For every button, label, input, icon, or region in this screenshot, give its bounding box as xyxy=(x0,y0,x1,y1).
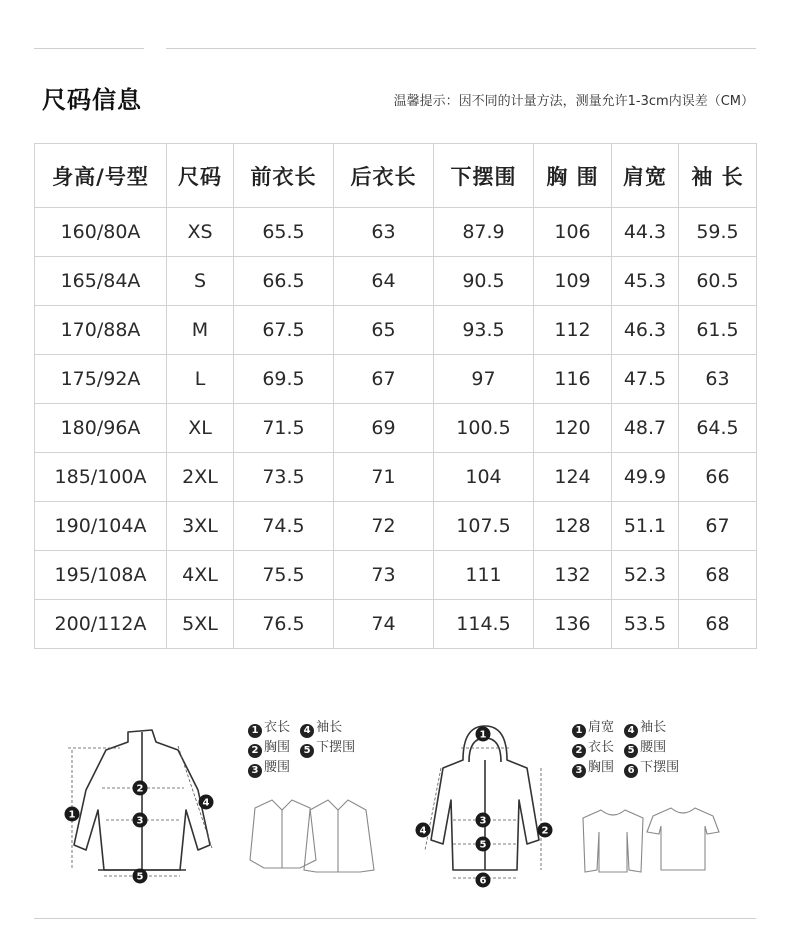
cell-sleeve: 64.5 xyxy=(679,404,757,453)
cell-shoulder: 48.7 xyxy=(612,404,679,453)
legend-item: 1 肩宽 xyxy=(572,718,614,738)
marker-label: 4 xyxy=(419,825,427,837)
cell-back-length: 67 xyxy=(334,355,434,404)
cell-back-length: 69 xyxy=(334,404,434,453)
cell-chest: 120 xyxy=(534,404,612,453)
cell-front-length: 74.5 xyxy=(234,502,334,551)
cell-hem: 107.5 xyxy=(434,502,534,551)
cell-size: 4XL xyxy=(167,551,234,600)
cell-shoulder: 49.9 xyxy=(612,453,679,502)
table-row xyxy=(35,551,757,600)
hoodie-measurement-diagram xyxy=(405,720,735,890)
cell-height-type: 165/84A xyxy=(35,257,167,306)
cell-hem: 114.5 xyxy=(434,600,534,649)
cell-front-length: 67.5 xyxy=(234,306,334,355)
cell-sleeve: 63 xyxy=(679,355,757,404)
cell-size: 5XL xyxy=(167,600,234,649)
cell-front-length: 69.5 xyxy=(234,355,334,404)
cell-height-type: 180/96A xyxy=(35,404,167,453)
cell-size: XL xyxy=(167,404,234,453)
header-shoulder: 肩宽 xyxy=(612,144,679,208)
cell-shoulder: 46.3 xyxy=(612,306,679,355)
size-table xyxy=(34,143,757,649)
cell-size: M xyxy=(167,306,234,355)
cell-height-type: 170/88A xyxy=(35,306,167,355)
top-divider-left xyxy=(34,48,144,49)
cell-height-type: 160/80A xyxy=(35,208,167,257)
jacket-legend xyxy=(248,718,361,778)
cell-back-length: 65 xyxy=(334,306,434,355)
legend-item: 5 下摆围 xyxy=(300,738,355,758)
cell-chest: 109 xyxy=(534,257,612,306)
cell-height-type: 190/104A xyxy=(35,502,167,551)
cell-hem: 97 xyxy=(434,355,534,404)
cell-shoulder: 44.3 xyxy=(612,208,679,257)
cell-chest: 116 xyxy=(534,355,612,404)
header-back-length: 后衣长 xyxy=(334,144,434,208)
cell-shoulder: 45.3 xyxy=(612,257,679,306)
cell-shoulder: 53.5 xyxy=(612,600,679,649)
table-header-row xyxy=(35,144,757,208)
cell-back-length: 64 xyxy=(334,257,434,306)
header-hem: 下摆围 xyxy=(434,144,534,208)
cell-sleeve: 61.5 xyxy=(679,306,757,355)
marker-label: 1 xyxy=(479,729,487,741)
marker-label: 6 xyxy=(479,875,487,887)
cell-chest: 132 xyxy=(534,551,612,600)
cell-hem: 111 xyxy=(434,551,534,600)
marker-label: 1 xyxy=(68,809,76,821)
cell-hem: 100.5 xyxy=(434,404,534,453)
legend-item: 4 袖长 xyxy=(300,718,342,738)
table-row xyxy=(35,257,757,306)
suit-jacket-icon xyxy=(250,800,316,868)
cell-chest: 128 xyxy=(534,502,612,551)
cell-back-length: 74 xyxy=(334,600,434,649)
hoodie-legend xyxy=(572,718,685,778)
jacket-outline xyxy=(74,730,210,870)
cell-chest: 124 xyxy=(534,453,612,502)
page-title: 尺码信息 xyxy=(42,86,142,114)
short-sleeve-tee-icon xyxy=(647,808,719,870)
long-sleeve-tee-icon xyxy=(583,810,643,872)
top-divider-right xyxy=(166,48,756,49)
cell-back-length: 71 xyxy=(334,453,434,502)
cell-size: XS xyxy=(167,208,234,257)
cell-height-type: 175/92A xyxy=(35,355,167,404)
cell-chest: 106 xyxy=(534,208,612,257)
cell-front-length: 76.5 xyxy=(234,600,334,649)
cell-shoulder: 47.5 xyxy=(612,355,679,404)
cell-hem: 90.5 xyxy=(434,257,534,306)
cell-back-length: 72 xyxy=(334,502,434,551)
cell-size: 3XL xyxy=(167,502,234,551)
cell-shoulder: 52.3 xyxy=(612,551,679,600)
cell-chest: 112 xyxy=(534,306,612,355)
header-front-length: 前衣长 xyxy=(234,144,334,208)
bottom-divider xyxy=(34,918,756,919)
cell-hem: 93.5 xyxy=(434,306,534,355)
cell-size: S xyxy=(167,257,234,306)
cell-sleeve: 68 xyxy=(679,551,757,600)
marker-label: 2 xyxy=(136,783,144,795)
cell-height-type: 185/100A xyxy=(35,453,167,502)
cell-front-length: 73.5 xyxy=(234,453,334,502)
cell-height-type: 200/112A xyxy=(35,600,167,649)
table-row xyxy=(35,404,757,453)
cell-size: 2XL xyxy=(167,453,234,502)
measurement-tip: 温馨提示：因不同的计量方法，测量允许1-3cm内误差（CM） xyxy=(393,94,754,109)
cell-sleeve: 66 xyxy=(679,453,757,502)
marker-label: 3 xyxy=(136,815,144,827)
cell-sleeve: 68 xyxy=(679,600,757,649)
cell-front-length: 66.5 xyxy=(234,257,334,306)
table-row xyxy=(35,600,757,649)
cell-sleeve: 59.5 xyxy=(679,208,757,257)
cell-hem: 87.9 xyxy=(434,208,534,257)
header-chest: 胸 围 xyxy=(534,144,612,208)
legend-item: 1 衣长 xyxy=(248,718,290,738)
cell-front-length: 65.5 xyxy=(234,208,334,257)
cell-back-length: 73 xyxy=(334,551,434,600)
cell-height-type: 195/108A xyxy=(35,551,167,600)
legend-item: 2 胸围 xyxy=(248,738,290,758)
cell-hem: 104 xyxy=(434,453,534,502)
legend-item: 4 袖长 xyxy=(624,718,666,738)
marker-label: 5 xyxy=(136,871,144,883)
marker-label: 2 xyxy=(541,825,549,837)
marker-label: 4 xyxy=(202,797,210,809)
marker-label: 5 xyxy=(479,839,487,851)
cell-size: L xyxy=(167,355,234,404)
table-row xyxy=(35,208,757,257)
jacket-markers xyxy=(65,781,214,884)
cell-back-length: 63 xyxy=(334,208,434,257)
table-row xyxy=(35,306,757,355)
legend-item: 3 胸围 xyxy=(572,758,614,778)
cell-sleeve: 60.5 xyxy=(679,257,757,306)
table-row xyxy=(35,453,757,502)
cell-sleeve: 67 xyxy=(679,502,757,551)
legend-item: 2 衣长 xyxy=(572,738,614,758)
table-row xyxy=(35,502,757,551)
cell-shoulder: 51.1 xyxy=(612,502,679,551)
legend-item: 6 下摆围 xyxy=(624,758,679,778)
header-height-type: 身高/号型 xyxy=(35,144,167,208)
cell-front-length: 71.5 xyxy=(234,404,334,453)
header-size: 尺码 xyxy=(167,144,234,208)
table-row xyxy=(35,355,757,404)
marker-label: 3 xyxy=(479,815,487,827)
legend-item: 3 腰围 xyxy=(248,758,290,778)
cell-chest: 136 xyxy=(534,600,612,649)
cell-front-length: 75.5 xyxy=(234,551,334,600)
header-sleeve: 袖 长 xyxy=(679,144,757,208)
legend-item: 5 腰围 xyxy=(624,738,666,758)
